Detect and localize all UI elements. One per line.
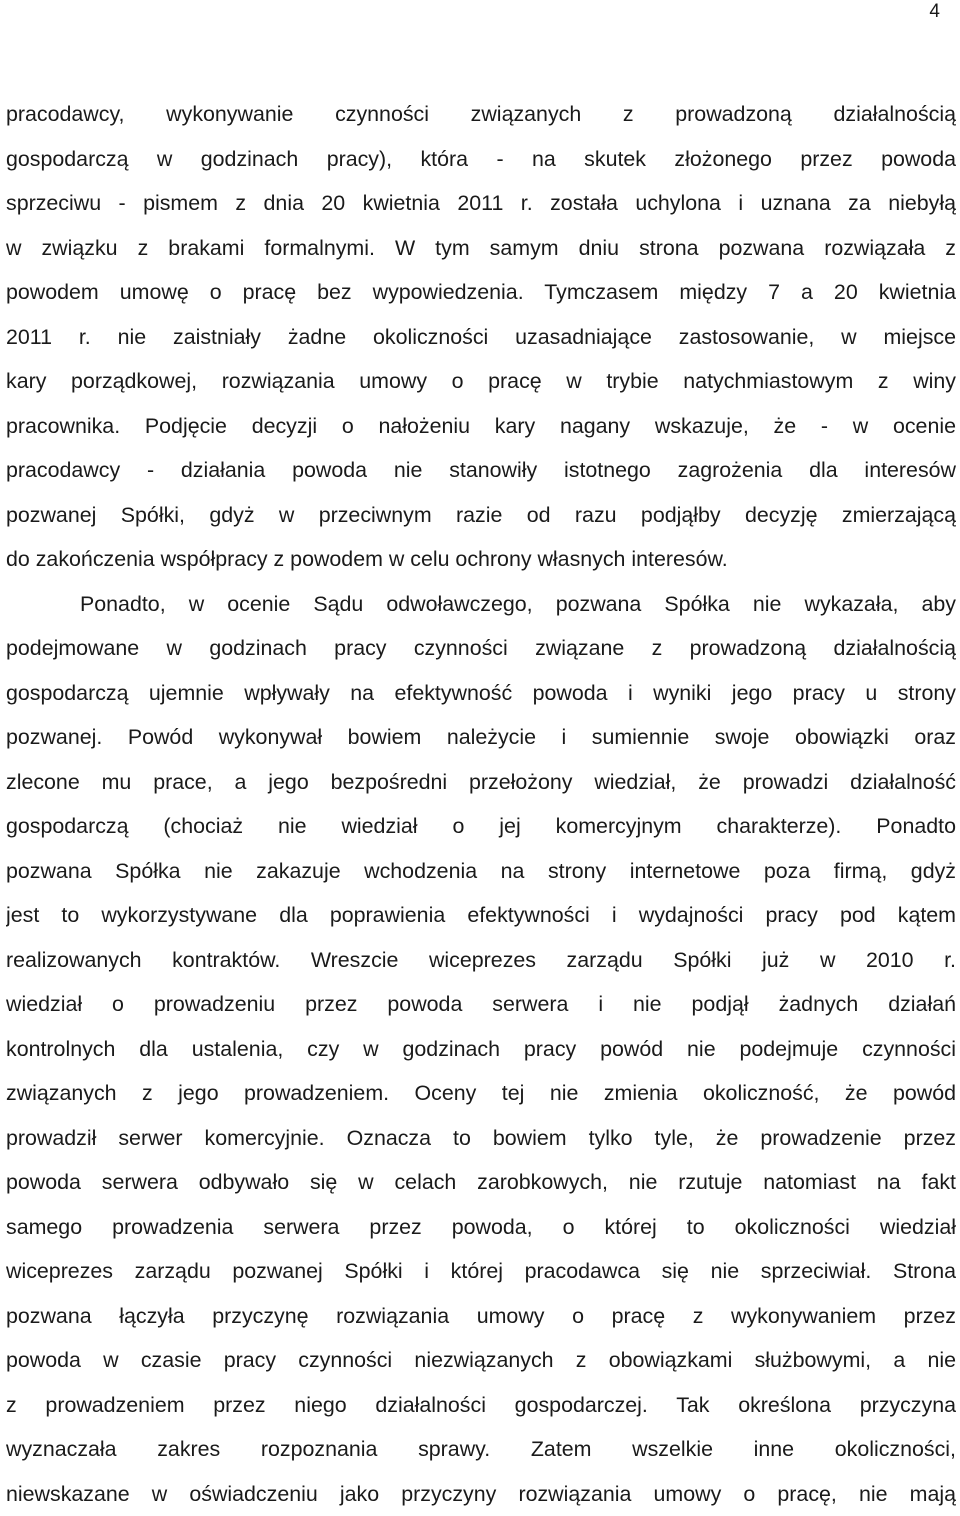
text-line: zlecone mu prace, a jego bezpośredni przełożony wiedział, że prowadzi działalność [6,760,956,805]
text-line: gospodarczą ujemnie wpływały na efektywność powoda i wyniki jego pracy u strony [6,671,956,716]
text-line: niewskazane w oświadczeniu jako przyczyny rozwiązania umowy o pracę, nie mają [6,1472,956,1516]
text-line: gospodarczą (chociaż nie wiedział o jej komercyjnym charakterze). Ponadto [6,804,956,849]
text-line: jest to wykorzystywane dla poprawienia efektywności i wydajności pracy pod kątem [6,893,956,938]
text-line: pozwana łączyła przyczynę rozwiązania umowy o pracę z wykonywaniem przez [6,1294,956,1339]
text-line: sprzeciwu - pismem z dnia 20 kwietnia 2011 r. została uchylona i uznana za niebyłą [6,181,956,226]
text-line: pracownika. Podjęcie decyzji o nałożeniu kary nagany wskazuje, że - w ocenie [6,404,956,449]
text-line: 2011 r. nie zaistniały żadne okoliczności uzasadniające zastosowanie, w miejsce [6,315,956,360]
page-number: 4 [929,0,940,24]
text-line: kontrolnych dla ustalenia, czy w godzinach pracy powód nie podejmuje czynności [6,1027,956,1072]
text-line: kary porządkowej, rozwiązania umowy o pracę w trybie natychmiastowym z winy [6,359,956,404]
text-line: z prowadzeniem przez niego działalności gospodarczej. Tak określona przyczyna [6,1383,956,1428]
text-line: realizowanych kontraktów. Wreszcie wiceprezes zarządu Spółki już w 2010 r. [6,938,956,983]
text-line: gospodarczą w godzinach pracy), która - na skutek złożonego przez powoda [6,137,956,182]
text-line: pracodawcy - działania powoda nie stanowiły istotnego zagrożenia dla interesów [6,448,956,493]
text-line: pracodawcy, wykonywanie czynności związanych z prowadzoną działalnością [6,92,956,137]
text-line: w związku z brakami formalnymi. W tym samym dniu strona pozwana rozwiązała z [6,226,956,271]
text-line: prowadził serwer komercyjnie. Oznacza to bowiem tylko tyle, że prowadzenie przez [6,1116,956,1161]
text-line: powoda serwera odbywało się w celach zarobkowych, nie rzutuje natomiast na fakt [6,1160,956,1205]
text-line: pozwana Spółka nie zakazuje wchodzenia na strony internetowe poza firmą, gdyż [6,849,956,894]
text-line: samego prowadzenia serwera przez powoda, o której to okoliczności wiedział [6,1205,956,1250]
text-line: powoda w czasie pracy czynności niezwiązanych z obowiązkami służbowymi, a nie [6,1338,956,1383]
text-line: wyznaczała zakres rozpoznania sprawy. Zatem wszelkie inne okoliczności, [6,1427,956,1472]
text-line: pozwanej Spółki, gdyż w przeciwnym razie od razu podjąłby decyzję zmierzającą [6,493,956,538]
text-line: powodem umowę o pracę bez wypowiedzenia. Tymczasem między 7 a 20 kwietnia [6,270,956,315]
text-line: Ponadto, w ocenie Sądu odwoławczego, pozwana Spółka nie wykazała, aby [6,582,956,627]
text-line: do zakończenia współpracy z powodem w celu ochrony własnych interesów. [6,537,956,582]
text-line: podejmowane w godzinach pracy czynności związane z prowadzoną działalnością [6,626,956,671]
text-line: pozwanej. Powód wykonywał bowiem należycie i sumiennie swoje obowiązki oraz [6,715,956,760]
text-line: wiedział o prowadzeniu przez powoda serwera i nie podjął żadnych działań [6,982,956,1027]
text-line: związanych z jego prowadzeniem. Oceny tej nie zmienia okoliczność, że powód [6,1071,956,1116]
body-text [6,92,956,1516]
text-line: wiceprezes zarządu pozwanej Spółki i której pracodawca się nie sprzeciwiał. Strona [6,1249,956,1294]
